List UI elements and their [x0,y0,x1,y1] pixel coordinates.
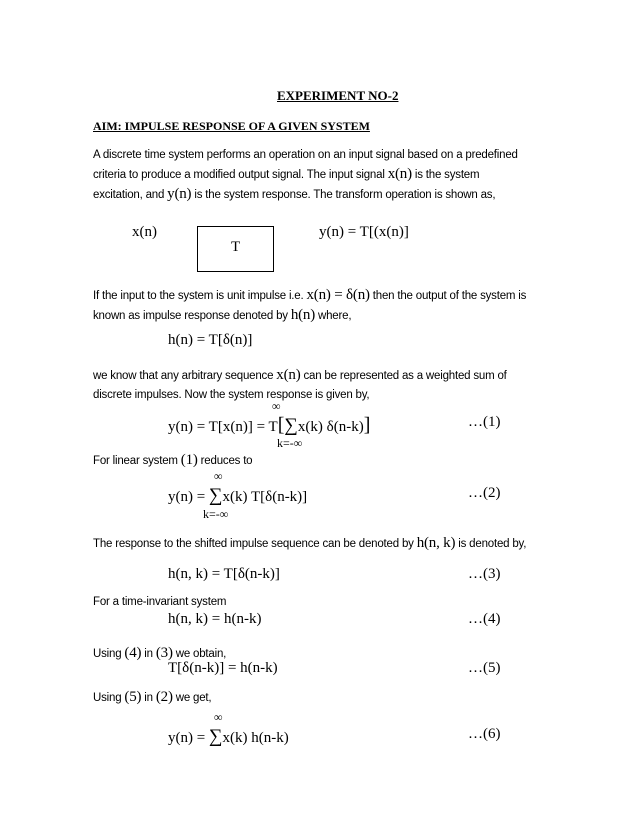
sequence-line-2: discrete impulses. Now the system response is given by, [93,389,370,401]
sequence-paragraph [93,366,543,405]
sum-symbol: ∑ [284,415,298,436]
eq1-upper-limit: ∞ [272,399,281,413]
diagram-output-label: y(n) = T[(x(n)] [319,224,409,240]
sum-symbol: ∑ [208,485,223,506]
intro-paragraph [93,146,543,205]
sum-symbol: ∑ [208,726,223,747]
impulse-paragraph [93,286,543,326]
eq2-upper-limit: ∞ [214,469,223,483]
eq5-number: …(5) [468,660,501,676]
sequence-line-1: we know that any arbitrary sequence x(n) can be represented as a weighted sum of [93,367,507,383]
eq1-lower-limit: k=-∞ [277,436,303,450]
aim-heading: AIM: IMPULSE RESPONSE OF A GIVEN SYSTEM [93,119,370,133]
eq2-body: x(k) T[δ(n-k)] [222,489,308,505]
eq4-number: …(4) [468,611,501,627]
eq6-lhs: y(n) = [168,730,209,746]
eq2-number: …(2) [468,485,501,501]
eq6-body: x(k) h(n-k) [222,730,289,746]
eq2-lhs: y(n) = [168,489,209,505]
eq2-lower-limit: k=-∞ [203,507,229,521]
page-title: EXPERIMENT NO-2 [277,88,399,103]
intro-line-3: excitation, and y(n) is the system response. The transform operation is shown as, [93,186,496,202]
equation-3: h(n, k) = T[δ(n-k)] [168,566,280,582]
equation-4: h(n, k) = h(n-k) [168,611,262,627]
intro-line-1: A discrete time system performs an operation on an input signal based on a predefined [93,149,518,161]
eq6-upper-limit: ∞ [214,710,223,724]
system-block-label: T [231,239,241,255]
equation-5: T[δ(n-k)] = h(n-k) [168,660,278,676]
impulse-line-2: known as impulse response denoted by h(n) where, [93,307,352,323]
shifted-impulse-note: The response to the shifted impulse sequence can be denoted by h(n, k) is denoted by, [93,535,527,551]
impulse-response-equation: h(n) = T[δ(n)] [168,332,253,348]
time-invariant-note: For a time-invariant system [93,596,227,608]
using-note-2: Using (5) in (2) we get, [93,689,212,705]
eq6-number: …(6) [468,726,501,742]
eq1-lhs: y(n) = T[x(n)] = T [168,419,278,435]
system-block [197,226,274,272]
intro-line-2: criteria to produce a modified output signal. The input signal x(n) is the system [93,166,480,182]
diagram-input-label: x(n) [132,224,157,240]
eq1-body: x(k) δ(n-k) [297,419,364,435]
linear-note: For linear system (1) reduces to [93,452,253,468]
impulse-line-1: If the input to the system is unit impulse i.e. x(n) = δ(n) then the output of the system is [93,287,527,303]
using-note-1: Using (4) in (3) we obtain, [93,645,227,661]
eq3-number: …(3) [468,566,501,582]
eq1-number: …(1) [468,414,501,430]
